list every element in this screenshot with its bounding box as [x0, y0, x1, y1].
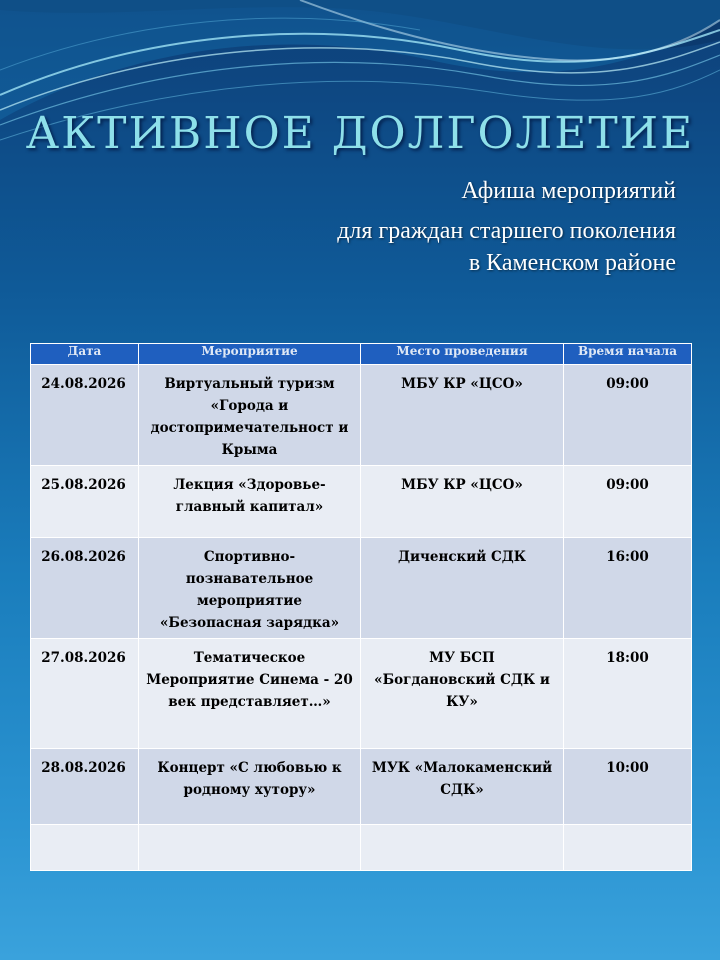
cell-time: 09:00 — [564, 466, 692, 538]
cell-time — [564, 825, 692, 871]
subtitle-line-3: в Каменском районе — [468, 250, 676, 276]
cell-time: 18:00 — [564, 639, 692, 749]
cell-event — [139, 825, 361, 871]
table-row — [31, 825, 692, 871]
table-header-row — [31, 344, 692, 365]
page-title: АКТИВНОЕ ДОЛГОЛЕТИЕ — [25, 108, 695, 159]
cell-place: МБУ КР «ЦСО» — [361, 466, 564, 538]
subtitle-line-1: Афиша мероприятий — [461, 178, 676, 204]
table-row — [31, 639, 692, 749]
cell-time: 10:00 — [564, 749, 692, 825]
column-header-date: Дата — [31, 344, 139, 365]
cell-time: 16:00 — [564, 538, 692, 639]
cell-date — [31, 825, 139, 871]
events-table — [30, 343, 692, 871]
column-header-event: Мероприятие — [139, 344, 361, 365]
table-row — [31, 365, 692, 466]
subtitle-line-2: для граждан старшего поколения — [337, 218, 676, 244]
cell-place: МБУ КР «ЦСО» — [361, 365, 564, 466]
cell-event: Концерт «С любовью к родному хутору» — [139, 749, 361, 825]
table-row — [31, 466, 692, 538]
cell-event: Виртуальный туризм «Города и достопримечательност и Крыма — [139, 365, 361, 466]
cell-date: 24.08.2026 — [31, 365, 139, 466]
column-header-place: Место проведения — [361, 344, 564, 365]
cell-time: 09:00 — [564, 365, 692, 466]
cell-date: 26.08.2026 — [31, 538, 139, 639]
cell-place: МУ БСП «Богдановский СДК и КУ» — [361, 639, 564, 749]
cell-place: МУК «Малокаменский СДК» — [361, 749, 564, 825]
decorative-waves — [0, 0, 720, 340]
cell-event: Тематическое Мероприятие Синема - 20 век представляет…» — [139, 639, 361, 749]
table-row — [31, 538, 692, 639]
cell-date: 25.08.2026 — [31, 466, 139, 538]
column-header-time: Время начала — [564, 344, 692, 365]
cell-place — [361, 825, 564, 871]
cell-event: Лекция «Здоровье-главный капитал» — [139, 466, 361, 538]
table-row — [31, 749, 692, 825]
cell-date: 27.08.2026 — [31, 639, 139, 749]
cell-event: Спортивно-познавательное мероприятие «Безопасная зарядка» — [139, 538, 361, 639]
cell-place: Диченский СДК — [361, 538, 564, 639]
cell-date: 28.08.2026 — [31, 749, 139, 825]
